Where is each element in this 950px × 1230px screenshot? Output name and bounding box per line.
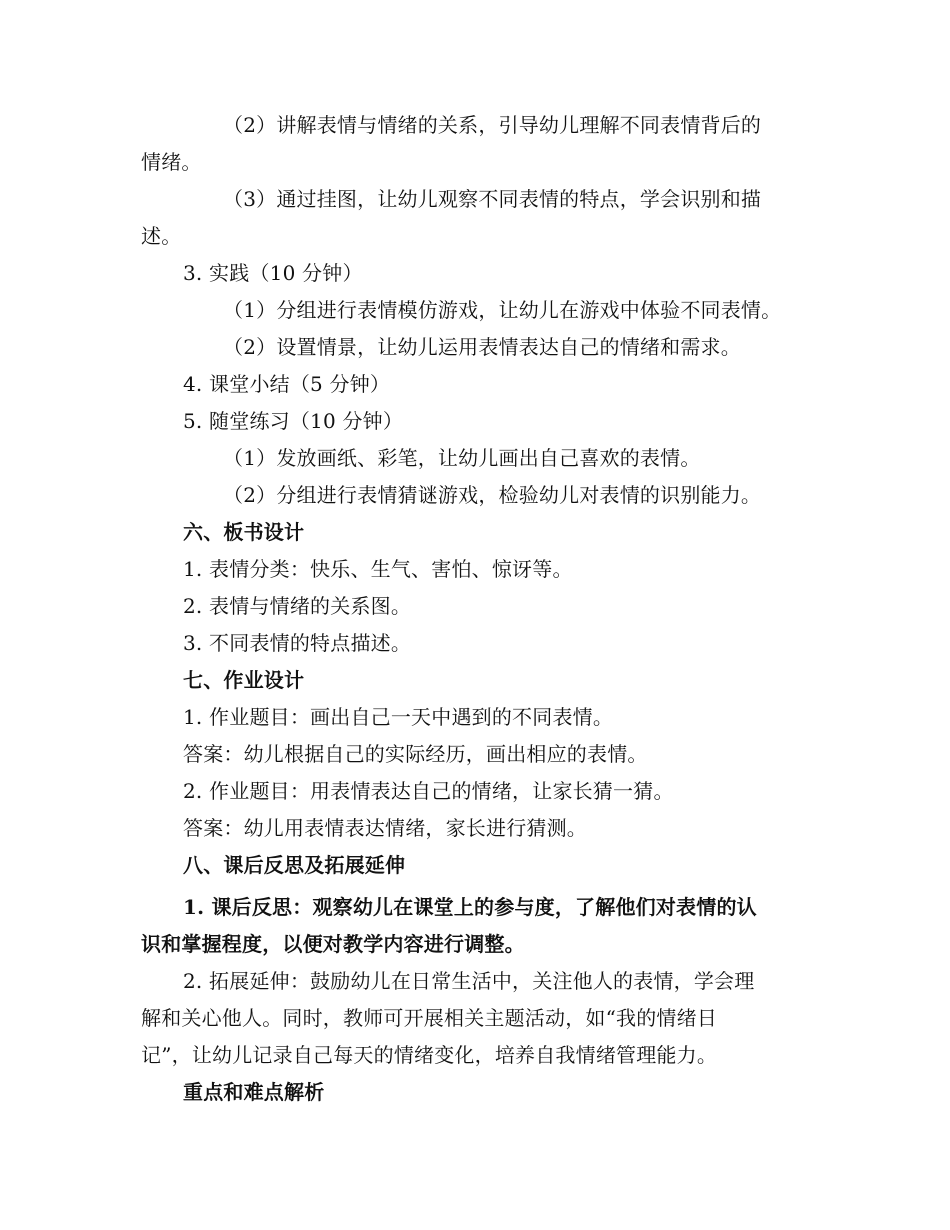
paragraph-line: 情绪。 — [141, 150, 202, 174]
paragraph-line: （3）通过挂图，让幼儿观察不同表情的特点，学会识别和描 — [223, 187, 762, 211]
list-item: 2. 表情与情绪的关系图。 — [183, 594, 412, 618]
paragraph-line: 记”，让幼儿记录自己每天的情绪变化，培养自我情绪管理能力。 — [141, 1043, 718, 1067]
list-item: 3. 不同表情的特点描述。 — [183, 631, 412, 655]
sub-list-item: （1）分组进行表情模仿游戏，让幼儿在游戏中体验不同表情。 — [223, 298, 782, 322]
section-heading: 六、板书设计 — [183, 520, 305, 544]
paragraph-line: 2. 拓展延伸：鼓励幼儿在日常生活中，关注他人的表情，学会理 — [183, 969, 755, 993]
answer-line: 答案：幼儿用表情表达情绪，家长进行猜测。 — [183, 816, 587, 840]
sub-list-item: （2）设置情景，让幼儿运用表情表达自己的情绪和需求。 — [223, 335, 741, 359]
list-item: 4. 课堂小结（5 分钟） — [183, 372, 391, 396]
list-item: 1. 表情分类：快乐、生气、害怕、惊讶等。 — [183, 557, 573, 581]
list-item: 1. 作业题目：画出自己一天中遇到的不同表情。 — [183, 705, 614, 729]
paragraph-line: 解和关心他人。同时，教师可开展相关主题活动，如“我的情绪日 — [141, 1006, 718, 1030]
section-heading: 重点和难点解析 — [183, 1080, 325, 1104]
section-heading: 七、作业设计 — [183, 668, 305, 692]
list-item: 2. 作业题目：用表情表达自己的情绪，让家长猜一猜。 — [183, 779, 674, 803]
paragraph-line: 识和掌握程度，以便对教学内容进行调整。 — [141, 932, 525, 956]
sub-list-item: （2）分组进行表情猜谜游戏，检验幼儿对表情的识别能力。 — [223, 483, 762, 507]
paragraph-line: （2）讲解表情与情绪的关系，引导幼儿理解不同表情背后的 — [223, 113, 762, 137]
list-item: 3. 实践（10 分钟） — [183, 261, 363, 285]
paragraph-line: 述。 — [141, 224, 182, 248]
answer-line: 答案：幼儿根据自己的实际经历，画出相应的表情。 — [183, 742, 648, 766]
sub-list-item: （1）发放画纸、彩笔，让幼儿画出自己喜欢的表情。 — [223, 446, 701, 470]
paragraph-line: 1. 课后反思：观察幼儿在课堂上的参与度，了解他们对表情的认 — [183, 895, 757, 919]
list-item: 5. 随堂练习（10 分钟） — [183, 409, 404, 433]
section-heading: 八、课后反思及拓展延伸 — [183, 853, 406, 877]
